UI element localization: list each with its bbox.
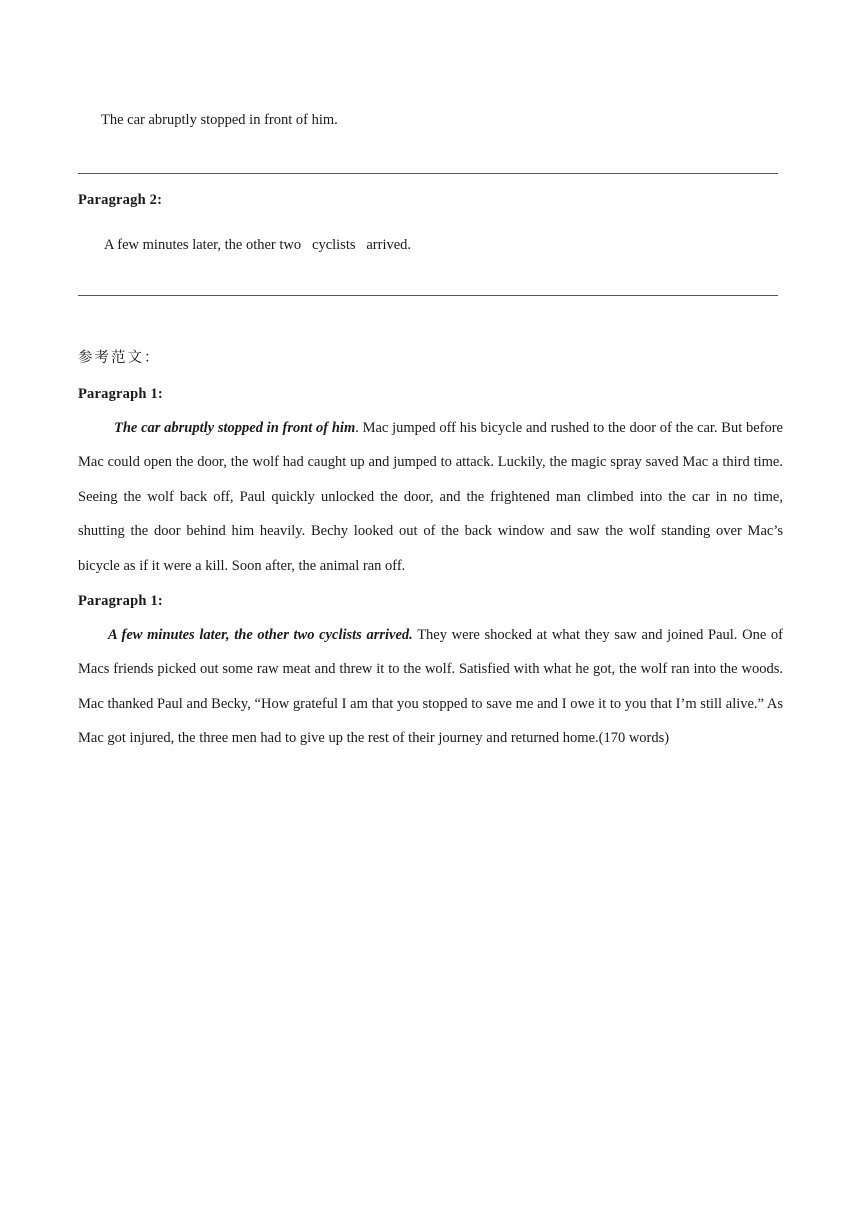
reference-paragraph1-text [78,411,783,583]
reference-paragraph2-text [78,618,783,756]
reference-paragraph1-heading: Paragraph 1: [78,386,163,402]
paragraph1-prompt: The car abruptly stopped in front of him. [101,112,338,128]
reference-paragraph1-body: . Mac jumped off his bicycle and rushed to the door of the car. But before Mac could open the door, the wolf had caught up and jumped to attack. Luckily, the magic spray saved Mac a third time. Seeing the wolf back off, Paul quickly unlocked the door, and the frightened man climbed into the car in no time, shutting the door behind him heavily. Bechy looked out of the back window and saw the wolf standing over Mac’s bicycle as if it were a kill. Soon after, the animal ran off. [78,420,783,574]
reference-paragraph2-heading: Paragraph 1: [78,593,163,609]
reference-paragraph2-lead: A few minutes later, the other two cyclists arrived. [108,627,413,643]
paragraph2-prompt: A few minutes later, the other two cyclists arrived. [104,237,412,253]
reference-paragraph2-body: They were shocked at what they saw and joined Paul. One of Macs friends picked out some raw meat and threw it to the wolf. Satisfied with what he got, the wolf ran into the woods. Mac thanked Paul and Becky, “How grateful I am that you stopped to save me and I owe it to you that I’m still alive.” As Mac got injured, the three men had to give up the rest of their journey and returned home.(170 words) [78,627,784,747]
answer-line-2 [78,295,778,296]
answer-line-1 [78,173,778,174]
paragraph2-heading: Paragragh 2: [78,192,163,208]
reference-paragraph1-lead: The car abruptly stopped in front of him [114,420,356,436]
reference-title: 参考范文： [78,350,161,366]
